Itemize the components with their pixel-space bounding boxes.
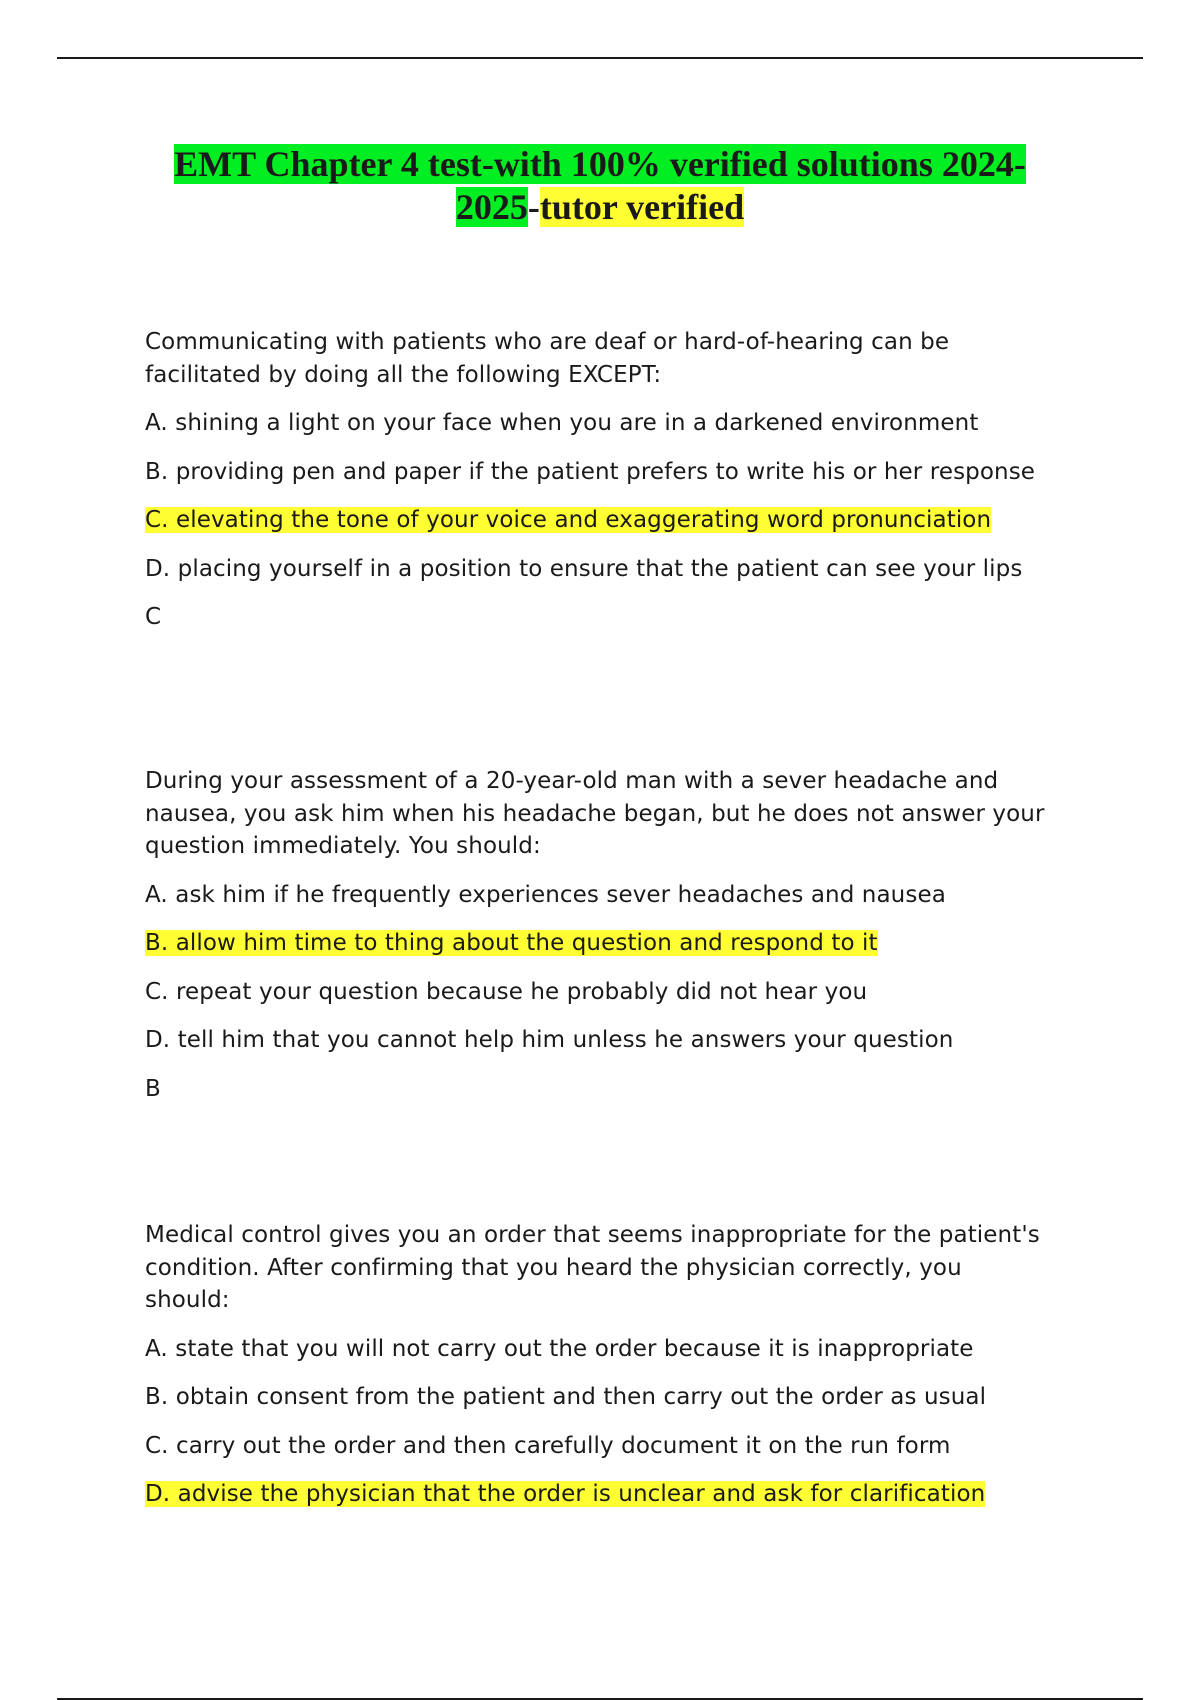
question-2-answer: B <box>145 1075 161 1102</box>
option-text-highlighted: D. advise the physician that the order is unclear and ask for clarification <box>145 1481 986 1507</box>
option-text: A. state that you will not carry out the order because it is inappropriate <box>145 1335 974 1362</box>
question-2-option-c <box>145 976 1045 1009</box>
question-2-option-d <box>145 1024 1045 1057</box>
option-text: D. placing yourself in a position to ensure that the patient can see your lips <box>145 555 1023 582</box>
option-text: D. tell him that you cannot help him unless he answers your question <box>145 1027 954 1053</box>
question-1 <box>145 326 1045 650</box>
top-rule <box>57 57 1143 59</box>
option-text-highlighted: B. allow him time to thing about the question and respond to it <box>145 930 878 956</box>
title-part-3: - <box>527 187 540 227</box>
question-3 <box>145 1219 1045 1527</box>
question-3-option-a <box>145 1333 1045 1366</box>
document-title <box>100 143 1100 229</box>
option-text: B. obtain consent from the patient and then carry out the order as usual <box>145 1384 987 1410</box>
question-3-option-c <box>145 1430 1045 1463</box>
option-text: C. carry out the order and then carefully document it on the run form <box>145 1432 951 1459</box>
question-3-stem: Medical control gives you an order that seems inappropriate for the patient's condition. After confirming that you heard the physician correctly, you should: <box>145 1222 1040 1313</box>
question-1-answer: C <box>145 604 162 630</box>
title-part-4: tutor verified <box>539 187 745 227</box>
option-text: B. providing pen and paper if the patient prefers to write his or her response <box>145 458 1036 485</box>
question-1-option-a <box>145 407 1045 440</box>
question-3-option-d <box>145 1478 1045 1511</box>
question-2 <box>145 765 1045 1121</box>
question-2-option-a <box>145 879 1045 912</box>
option-text: A. shining a light on your face when you are in a darkened environment <box>145 410 979 436</box>
question-3-option-b <box>145 1381 1045 1414</box>
question-2-option-b <box>145 927 1045 960</box>
title-part-2: 2025 <box>455 187 528 227</box>
question-1-option-c <box>145 504 1045 537</box>
option-text: A. ask him if he frequently experiences sever headaches and nausea <box>145 881 946 908</box>
question-1-stem: Communicating with patients who are deaf or hard-of-hearing can be facilitated by doing all the following EXCEPT: <box>145 329 950 388</box>
question-2-stem: During your assessment of a 20-year-old man with a sever headache and nausea, you ask him when his headache began, but he does not answer your question immediately. You should: <box>145 768 1045 859</box>
title-part-1: EMT Chapter 4 test-with 100% verified solutions 2024- <box>174 144 1026 184</box>
option-text-highlighted: C. elevating the tone of your voice and exaggerating word pronunciation <box>145 507 992 533</box>
question-1-option-b <box>145 456 1045 489</box>
question-1-option-d <box>145 553 1045 586</box>
option-text: C. repeat your question because he probably did not hear you <box>145 978 868 1005</box>
